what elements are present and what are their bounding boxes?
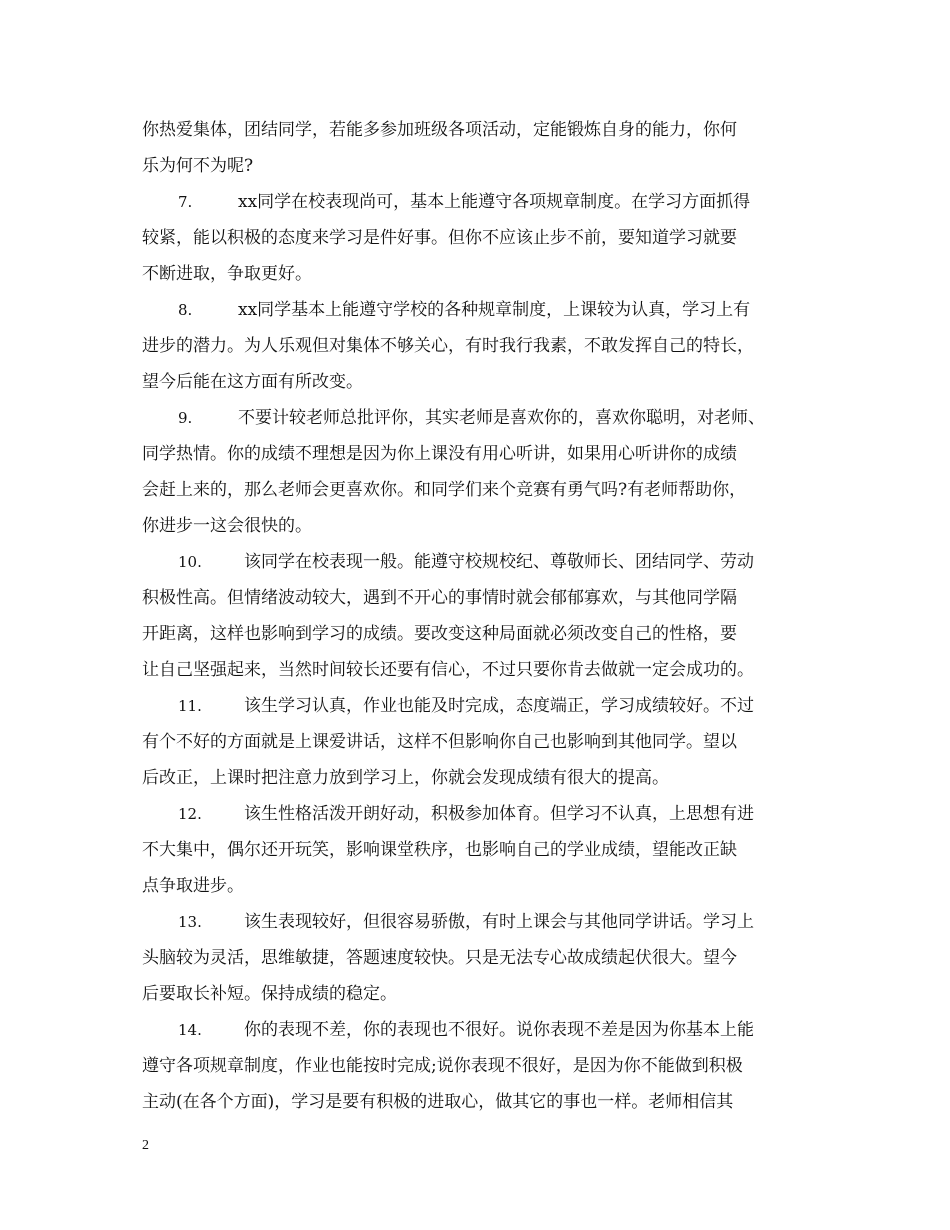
list-item xyxy=(142,796,822,904)
item-number: 9. xyxy=(178,409,193,427)
text-line: 点争取进步。 xyxy=(142,876,244,896)
text-line: 开距离，这样也影响到学习的成绩。要改变这种局面就必须改变自己的性格，要 xyxy=(142,624,737,644)
text-line: xx同学在校表现尚可，基本上能遵守各项规章制度。在学习方面抓得 xyxy=(238,192,751,212)
list-item xyxy=(142,904,822,1012)
list-item xyxy=(142,400,822,544)
item-number: 8. xyxy=(178,301,193,319)
text-line: 后改正，上课时把注意力放到学习上，你就会发现成绩有很大的提高。 xyxy=(142,768,669,788)
text-line: 乐为何不为呢? xyxy=(142,156,254,176)
item-number: 12. xyxy=(178,805,202,823)
item-number: 10. xyxy=(178,553,202,571)
text-line: 同学热情。你的成绩不理想是因为你上课没有用心听讲，如果用心听讲你的成绩 xyxy=(142,444,737,464)
text-line: 望今后能在这方面有所改变。 xyxy=(142,372,363,392)
text-line: 你热爱集体，团结同学，若能多参加班级各项活动，定能锻炼自身的能力，你何 xyxy=(142,120,737,140)
text-line: 积极性高。但情绪波动较大，遇到不开心的事情时就会郁郁寡欢，与其他同学隔 xyxy=(142,588,737,608)
text-line: 你进步一这会很快的。 xyxy=(142,516,312,536)
text-line: 让自己坚强起来，当然时间较长还要有信心，不过只要你肯去做就一定会成功的。 xyxy=(142,660,754,680)
text-line: 该生表现较好，但很容易骄傲，有时上课会与其他同学讲话。学习上 xyxy=(244,912,754,932)
text-line: 你的表现不差，你的表现也不很好。说你表现不差是因为你基本上能 xyxy=(244,1020,754,1040)
document-body xyxy=(142,112,822,1120)
list-item xyxy=(142,184,822,292)
text-line: xx同学基本上能遵守学校的各种规章制度，上课较为认真，学习上有 xyxy=(238,300,751,320)
list-item xyxy=(142,1012,822,1120)
text-line: 该生性格活泼开朗好动，积极参加体育。但学习不认真，上思想有进 xyxy=(244,804,754,824)
text-line: 有个不好的方面就是上课爱讲话，这样不但影响你自己也影响到其他同学。望以 xyxy=(142,732,737,752)
list-item xyxy=(142,688,822,796)
list-item xyxy=(142,544,822,688)
text-line: 不断进取，争取更好。 xyxy=(142,264,312,284)
text-line: 该生学习认真，作业也能及时完成，态度端正，学习成绩较好。不过 xyxy=(244,696,754,716)
item-number: 7. xyxy=(178,193,193,211)
text-line: 会赶上来的，那么老师会更喜欢你。和同学们来个竞赛有勇气吗?有老师帮助你， xyxy=(142,480,747,500)
item-number: 13. xyxy=(178,913,202,931)
item-number: 14. xyxy=(178,1021,202,1039)
text-line: 头脑较为灵活，思维敏捷，答题速度较快。只是无法专心故成绩起伏很大。望今 xyxy=(142,948,737,968)
text-line: 后要取长补短。保持成绩的稳定。 xyxy=(142,984,397,1004)
text-line: 较紧，能以积极的态度来学习是件好事。但你不应该止步不前，要知道学习就要 xyxy=(142,228,737,248)
text-line: 主动(在各个方面)，学习是要有积极的进取心，做其它的事也一样。老师相信其 xyxy=(142,1092,734,1112)
page-number: 2 xyxy=(142,1138,149,1153)
list-item xyxy=(142,292,822,400)
text-line: 该同学在校表现一般。能遵守校规校纪、尊敬师长、团结同学、劳动 xyxy=(244,552,754,572)
text-line: 遵守各项规章制度，作业也能按时完成;说你表现不很好，是因为你不能做到积极 xyxy=(142,1056,743,1076)
item-number: 11. xyxy=(178,697,202,715)
intro-paragraph xyxy=(142,112,822,184)
text-line: 不大集中，偶尔还开玩笑，影响课堂秩序，也影响自己的学业成绩，望能改正缺 xyxy=(142,840,737,860)
text-line: 进步的潜力。为人乐观但对集体不够关心，有时我行我素，不敢发挥自己的特长， xyxy=(142,336,754,356)
text-line: 不要计较老师总批评你，其实老师是喜欢你的，喜欢你聪明，对老师、 xyxy=(238,408,765,428)
